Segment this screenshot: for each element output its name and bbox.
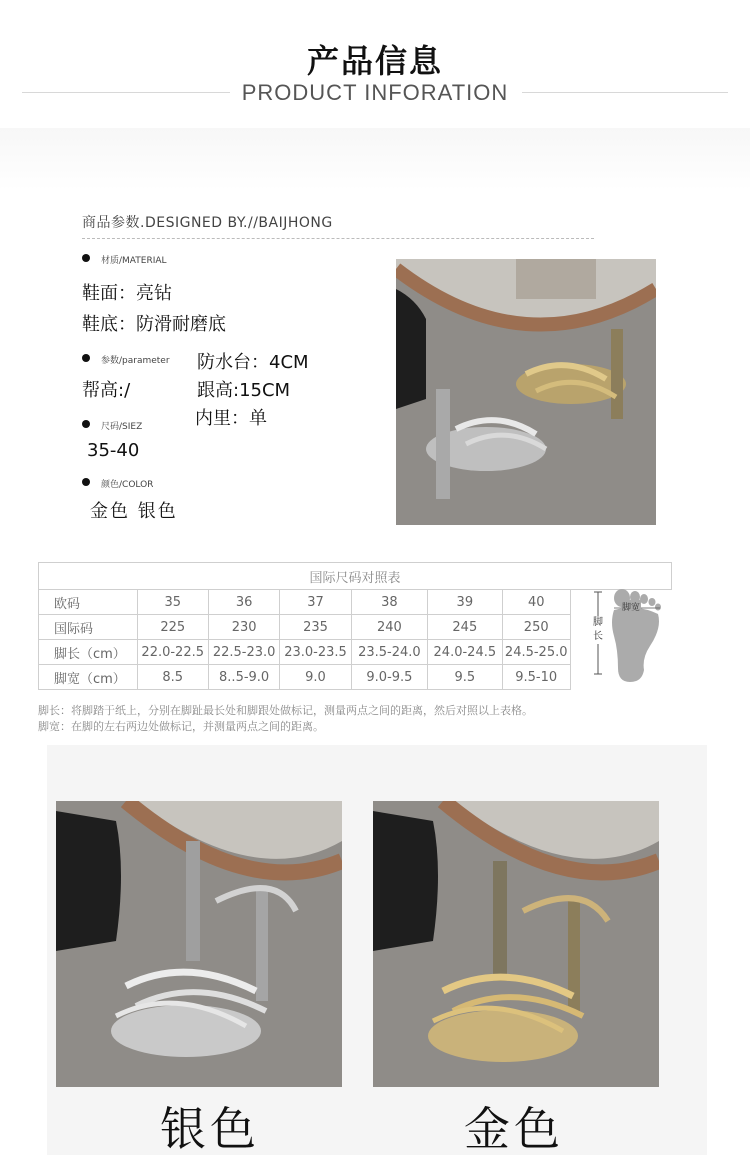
silver-caption: 银色 xyxy=(160,1102,260,1156)
gold-variant-photo xyxy=(373,801,659,1087)
table-cell: 22.5-23.0 xyxy=(208,640,279,665)
table-cell: 9.5-10 xyxy=(502,665,570,690)
table-cell: 230 xyxy=(208,615,279,640)
section-subtitle: PRODUCT INFORATION xyxy=(241,80,509,105)
bullet-icon xyxy=(82,354,90,362)
table-cell: 250 xyxy=(502,615,570,640)
table-cell: 23.0-23.5 xyxy=(280,640,351,665)
table-cell: 9.5 xyxy=(428,665,502,690)
table-row xyxy=(39,590,672,615)
table-cell: 39 xyxy=(428,590,502,615)
foot-length-note: 脚长：将脚踏于纸上，分别在脚趾最长处和脚跟处做标记，测量两点之间的距离，然后对照以上表格。 xyxy=(38,704,533,717)
bullet-icon xyxy=(82,420,90,428)
size-label: 尺码/SIEZ xyxy=(101,422,143,432)
row-label: 脚长（cm） xyxy=(39,640,138,665)
parameter-label: 参数/parameter xyxy=(101,356,170,366)
platform-height: 防水台：4CM xyxy=(197,352,309,373)
table-cell: 23.5-24.0 xyxy=(351,640,427,665)
color-options: 金色 银色 xyxy=(90,501,178,522)
product-photo-main xyxy=(396,259,656,525)
table-cell: 37 xyxy=(280,590,351,615)
shaft-height: 帮高:/ xyxy=(82,380,131,401)
table-cell: 22.0-22.5 xyxy=(137,640,208,665)
section-title: 产品信息 xyxy=(306,42,443,80)
heel-height: 跟高:15CM xyxy=(197,380,291,401)
material-label: 材质/MATERIAL xyxy=(101,256,167,266)
foot-width-note: 脚宽：在脚的左右两边处做标记，并测量两点之间的距离。 xyxy=(38,720,324,733)
size-chart-title: 国际尺码对照表 xyxy=(39,563,672,590)
foot-width-label: 脚宽 xyxy=(621,600,641,613)
dashed-divider xyxy=(82,238,594,239)
foot-diagram xyxy=(578,588,668,688)
table-cell: 40 xyxy=(502,590,570,615)
table-cell: 24.0-24.5 xyxy=(428,640,502,665)
table-cell: 8..5-9.0 xyxy=(208,665,279,690)
table-cell: 9.0 xyxy=(280,665,351,690)
designed-by-heading: 商品参数.DESIGNED BY.//BAIJHONG xyxy=(82,215,333,231)
table-cell: 24.5-25.0 xyxy=(502,640,570,665)
row-label: 国际码 xyxy=(39,615,138,640)
table-cell: 38 xyxy=(351,590,427,615)
size-chart-table xyxy=(38,562,672,690)
silver-variant-photo xyxy=(56,801,342,1087)
table-cell: 35 xyxy=(137,590,208,615)
table-cell: 8.5 xyxy=(137,665,208,690)
sole-material: 鞋底：防滑耐磨底 xyxy=(82,314,226,335)
lining: 内里：单 xyxy=(195,408,267,429)
table-cell: 235 xyxy=(280,615,351,640)
size-range: 35-40 xyxy=(87,440,140,461)
table-cell: 240 xyxy=(351,615,427,640)
bullet-icon xyxy=(82,254,90,262)
bullet-icon xyxy=(82,478,90,486)
table-cell: 225 xyxy=(137,615,208,640)
row-label: 脚宽（cm） xyxy=(39,665,138,690)
row-label: 欧码 xyxy=(39,590,138,615)
table-cell: 9.0-9.5 xyxy=(351,665,427,690)
table-cell: 36 xyxy=(208,590,279,615)
gold-caption: 金色 xyxy=(464,1102,564,1156)
upper-material: 鞋面：亮钻 xyxy=(82,283,172,304)
color-label: 颜色/COLOR xyxy=(101,480,154,490)
header-band xyxy=(0,128,750,190)
foot-length-label: 脚长 xyxy=(593,617,603,642)
table-cell: 245 xyxy=(428,615,502,640)
